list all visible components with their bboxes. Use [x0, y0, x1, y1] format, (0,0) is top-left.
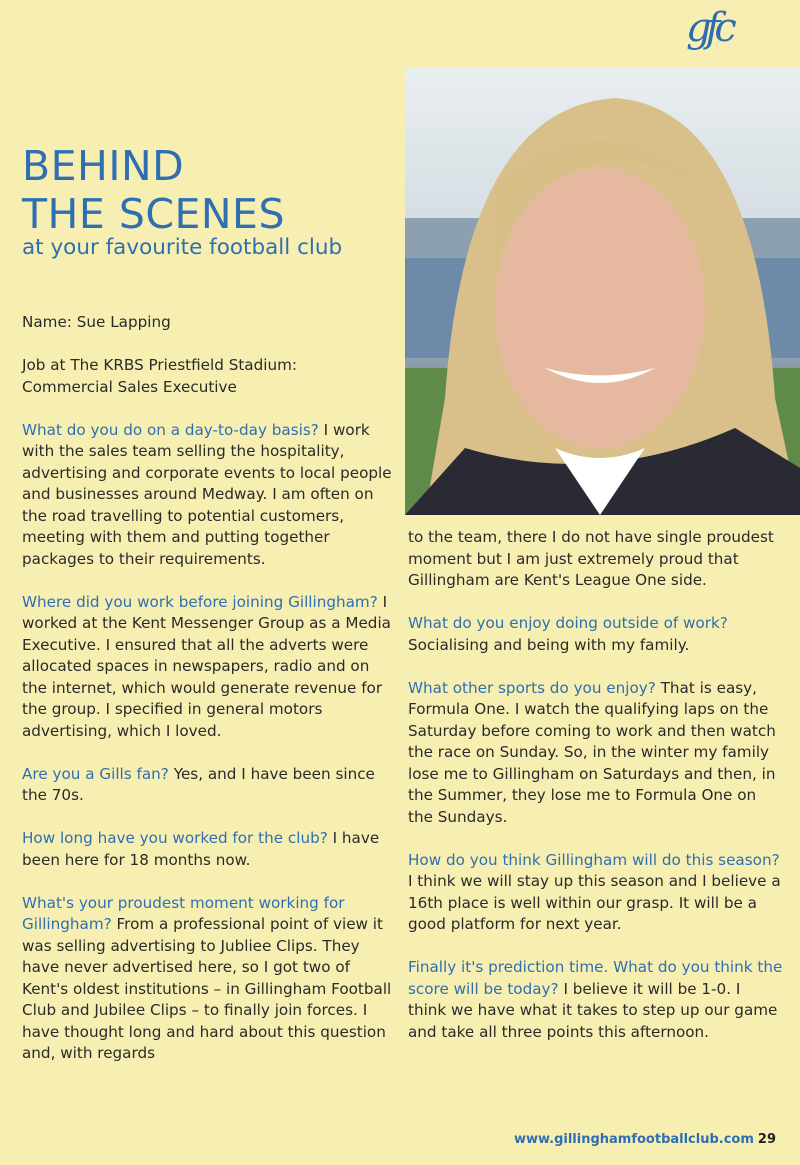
answer-text: I think we will stay up this season and I believe a 16th place is well within our grasp. It will be a good platform for next year. [408, 872, 781, 933]
question-text: How do you think Gillingham will do this season? [408, 850, 780, 869]
paragraph [408, 527, 783, 592]
answer-text: From a professional point of view it was selling advertising to Jubliee Clips. They have never advertised here, so I got two of Kent's oldest institutions – in Gillingham Football Club and Jubilee Clips – to finally join forces. I have thought long and hard about this question and, with regards [22, 915, 392, 1062]
question-text: What's your proudest moment working for Gillingham? [22, 893, 345, 933]
answer-text: I worked at the Kent Messenger Group as a Media Executive. I ensured that all the adverts were allocated spaces in newspapers, radio and on the internet, which would generate revenue for the group. I specified in general motors advertising, which I loved. [22, 592, 391, 740]
title-line-1: BEHIND [22, 142, 185, 190]
club-logo: gfc [686, 5, 731, 51]
question-text: What do you enjoy doing outside of work? [408, 614, 728, 632]
paragraph: Job at The KRBS Priestfield Stadium: Commercial Sales Executive [22, 356, 297, 396]
paragraph [22, 893, 392, 1065]
portrait-photo [405, 68, 800, 515]
question-text: What do you do on a day-to-day basis? [22, 420, 319, 439]
answer-text: That is easy, Formula One. I watch the qualifying laps on the Saturday before coming to work and then watch the race on Sunday. So, in the winter my family lose me to Gillingham on Saturdays and then, in the Summer, they lose me to Formula One on the Sundays. [408, 678, 776, 826]
left-column [22, 312, 392, 1086]
title-line-2: THE SCENES [22, 190, 285, 238]
paragraph [22, 592, 392, 743]
paragraph [408, 613, 783, 656]
answer-text: I believe it will be 1-0. I think we have what it takes to step up our game and take all three points this afternoon. [408, 979, 778, 1041]
paragraph [22, 764, 392, 807]
answer-text: I have been here for 18 months now. [22, 829, 380, 869]
question-text: Where did you work before joining Gillingham? [22, 592, 378, 611]
answer-text: Yes, and I have been since the 70s. [22, 764, 375, 804]
paragraph [22, 420, 392, 571]
paragraph: Name: Sue Lapping [22, 313, 171, 331]
page-footer [514, 1132, 776, 1147]
website-url: www.gillinghamfootballclub.com [513, 1132, 754, 1147]
portrait-icon [405, 68, 800, 515]
paragraph [408, 957, 783, 1043]
question-text: Finally it's prediction time. What do you think the score will be today? [408, 958, 783, 998]
paragraph [408, 850, 783, 936]
question-text: Are you a Gills fan? [22, 764, 169, 783]
answer-text: to the team, there I do not have single proudest moment but I am just extremely proud that Gillingham are Kent's League One side. [408, 528, 774, 589]
right-column [408, 527, 783, 1065]
page-number: 29 [757, 1132, 776, 1147]
paragraph [22, 828, 392, 871]
question-text: How long have you worked for the club? [22, 829, 328, 847]
question-text: What other sports do you enjoy? [408, 678, 656, 697]
answer-text: I work with the sales team selling the hospitality, advertising and corporate events to local people and businesses around Medway. I am often on the road travelling to potential customers, meeting with them and putting together packages to their requirements. [22, 420, 392, 568]
page-title [22, 142, 285, 238]
paragraph [408, 678, 783, 829]
answer-text: Socialising and being with my family. [408, 635, 690, 654]
page-subtitle: at your favourite football club [22, 235, 343, 260]
